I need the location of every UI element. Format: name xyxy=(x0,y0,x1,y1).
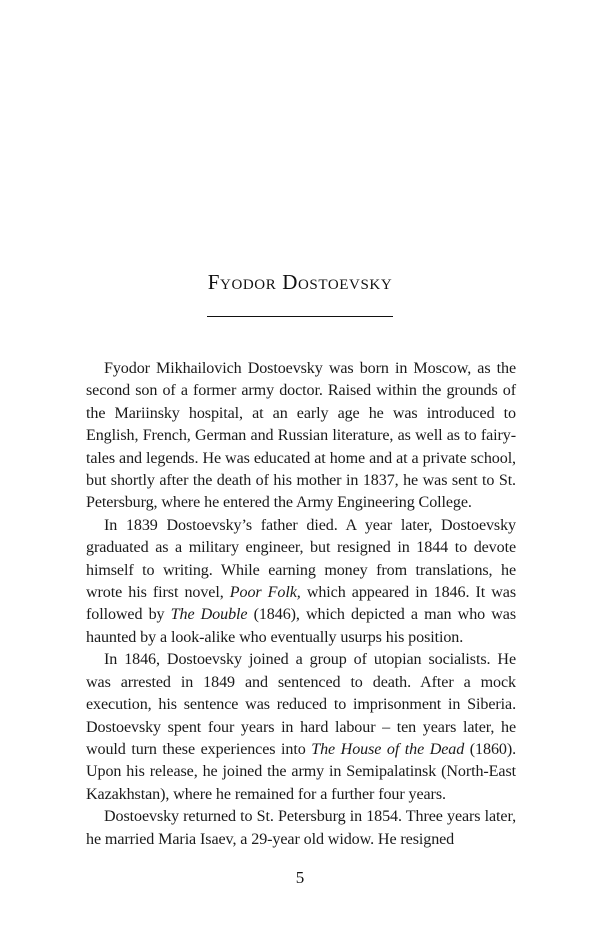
body-text xyxy=(86,358,516,851)
page-number: 5 xyxy=(295,868,305,887)
text-run: Dostoevsky returned to St. Petersburg in 1854. Three years later, he married Maria Isaev, a 29-year old widow. He resigned xyxy=(86,808,516,848)
text-run: Fyodor Mikhailovich Dostoevsky was born in Moscow, as the second son of a former army doctor. Raised within the grounds of the Mariinsky hospital, at an early age he was introduced to English, French, German and Russian literature, as well as to fairy-tales and legends. He was educated at home and at a private school, but shortly after the death of his mother in 1837, he was sent to St. Petersburg, where he entered the Army Engineering College. xyxy=(86,360,516,512)
paragraph xyxy=(86,649,516,806)
chapter-title: Fyodor Dostoevsky xyxy=(207,270,393,294)
italic-title: The Double xyxy=(170,606,248,624)
italic-title: The House of the Dead xyxy=(311,740,465,758)
title-rule xyxy=(207,316,393,317)
text-run: (1846), which depicted a man who was haunted by a look-alike who eventually usurps his position. xyxy=(86,606,516,646)
text-run: which appeared in 1846. It was followed by xyxy=(86,584,516,624)
paragraph xyxy=(86,806,516,851)
paragraph xyxy=(86,358,516,515)
paragraph xyxy=(86,515,516,649)
text-run: In 1839 Dostoevsky’s father died. A year later, Dostoevsky graduated as a military engineer, but resigned in 1844 to devote himself to writing. While earning money from translations, he wrote his first novel, xyxy=(86,516,516,602)
text-run: (1860). Upon his release, he joined the army in Semipalatinsk (North-East Kazakhstan), where he remained for a further four years. xyxy=(86,740,517,803)
italic-title: Poor Folk, xyxy=(229,584,301,602)
text-run: In 1846, Dostoevsky joined a group of utopian socialists. He was arrested in 1849 and sentenced to death. After a mock execution, his sentence was reduced to imprisonment in Siberia. Dostoevsky spent four years in hard labour – ten years later, he would turn these experiences into xyxy=(86,651,516,758)
